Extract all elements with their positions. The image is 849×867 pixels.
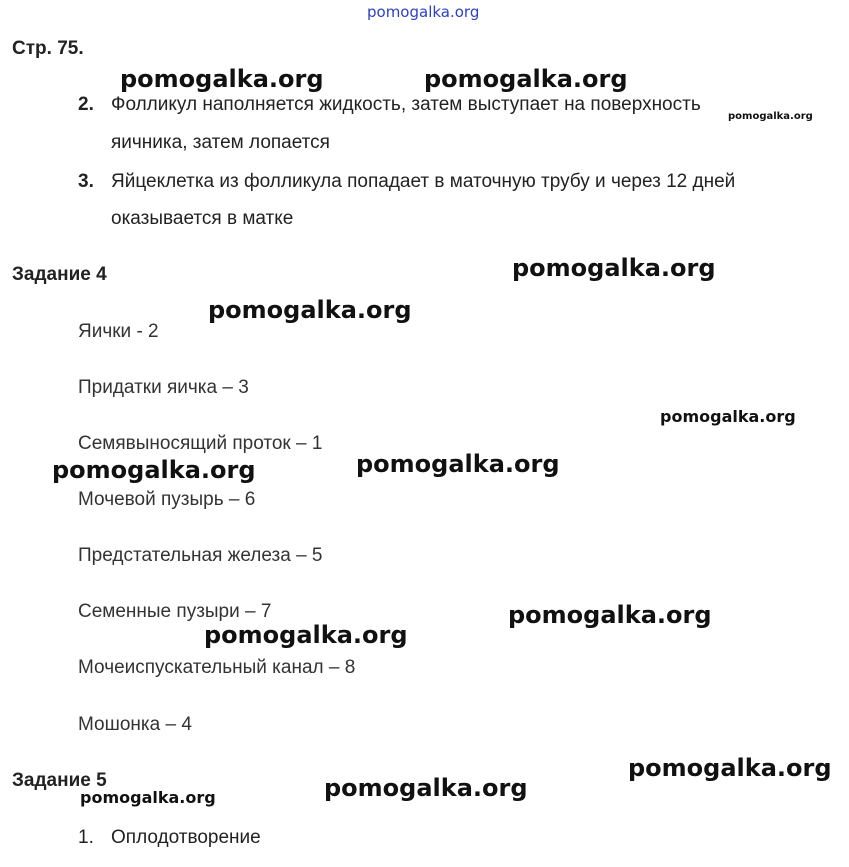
watermark: pomogalka.org bbox=[208, 296, 412, 324]
watermark: pomogalka.org bbox=[660, 407, 796, 426]
list-item-number: 1. bbox=[78, 827, 94, 848]
watermark: pomogalka.org bbox=[508, 601, 712, 629]
answer-line: Мочевой пузырь – 6 bbox=[78, 489, 256, 510]
watermark: pomogalka.org bbox=[204, 621, 408, 649]
answer-line: Семявыносящий проток – 1 bbox=[78, 433, 323, 454]
answer-line: Предстательная железа – 5 bbox=[78, 545, 323, 566]
watermark: pomogalka.org bbox=[628, 754, 832, 782]
watermark: pomogalka.org bbox=[424, 65, 628, 93]
answer-line: Семенные пузыри – 7 bbox=[78, 601, 272, 622]
list-item-number: 2. bbox=[78, 94, 94, 115]
list-item-text: Фолликул наполняется жидкость, затем выступает на поверхность bbox=[111, 94, 701, 115]
page-label: Стр. 75. bbox=[12, 38, 84, 59]
answer-line: Мочеиспускательный канал – 8 bbox=[78, 657, 356, 678]
watermark: pomogalka.org bbox=[80, 788, 216, 807]
list-item-text: Яйцеклетка из фолликула попадает в маточную трубу и через 12 дней bbox=[111, 171, 736, 192]
watermark: pomogalka.org bbox=[512, 254, 716, 282]
list-item-text: Оплодотворение bbox=[111, 827, 261, 848]
watermark: pomogalka.org bbox=[324, 774, 528, 802]
watermark: pomogalka.org bbox=[356, 450, 560, 478]
list-item-text: яичника, затем лопается bbox=[111, 132, 330, 153]
list-item-text: оказывается в матке bbox=[111, 208, 294, 229]
watermark: pomogalka.org bbox=[52, 456, 256, 484]
answer-line: Яички - 2 bbox=[78, 321, 159, 342]
task-5-title: Задание 5 bbox=[12, 770, 107, 791]
answer-line: Придатки яичка – 3 bbox=[78, 377, 249, 398]
answer-line: Мошонка – 4 bbox=[78, 714, 192, 735]
task-4-title: Задание 4 bbox=[12, 264, 107, 285]
site-watermark-top: pomogalka.org bbox=[367, 3, 480, 21]
watermark: pomogalka.org bbox=[728, 111, 813, 122]
list-item-number: 3. bbox=[78, 171, 94, 192]
watermark: pomogalka.org bbox=[120, 65, 324, 93]
